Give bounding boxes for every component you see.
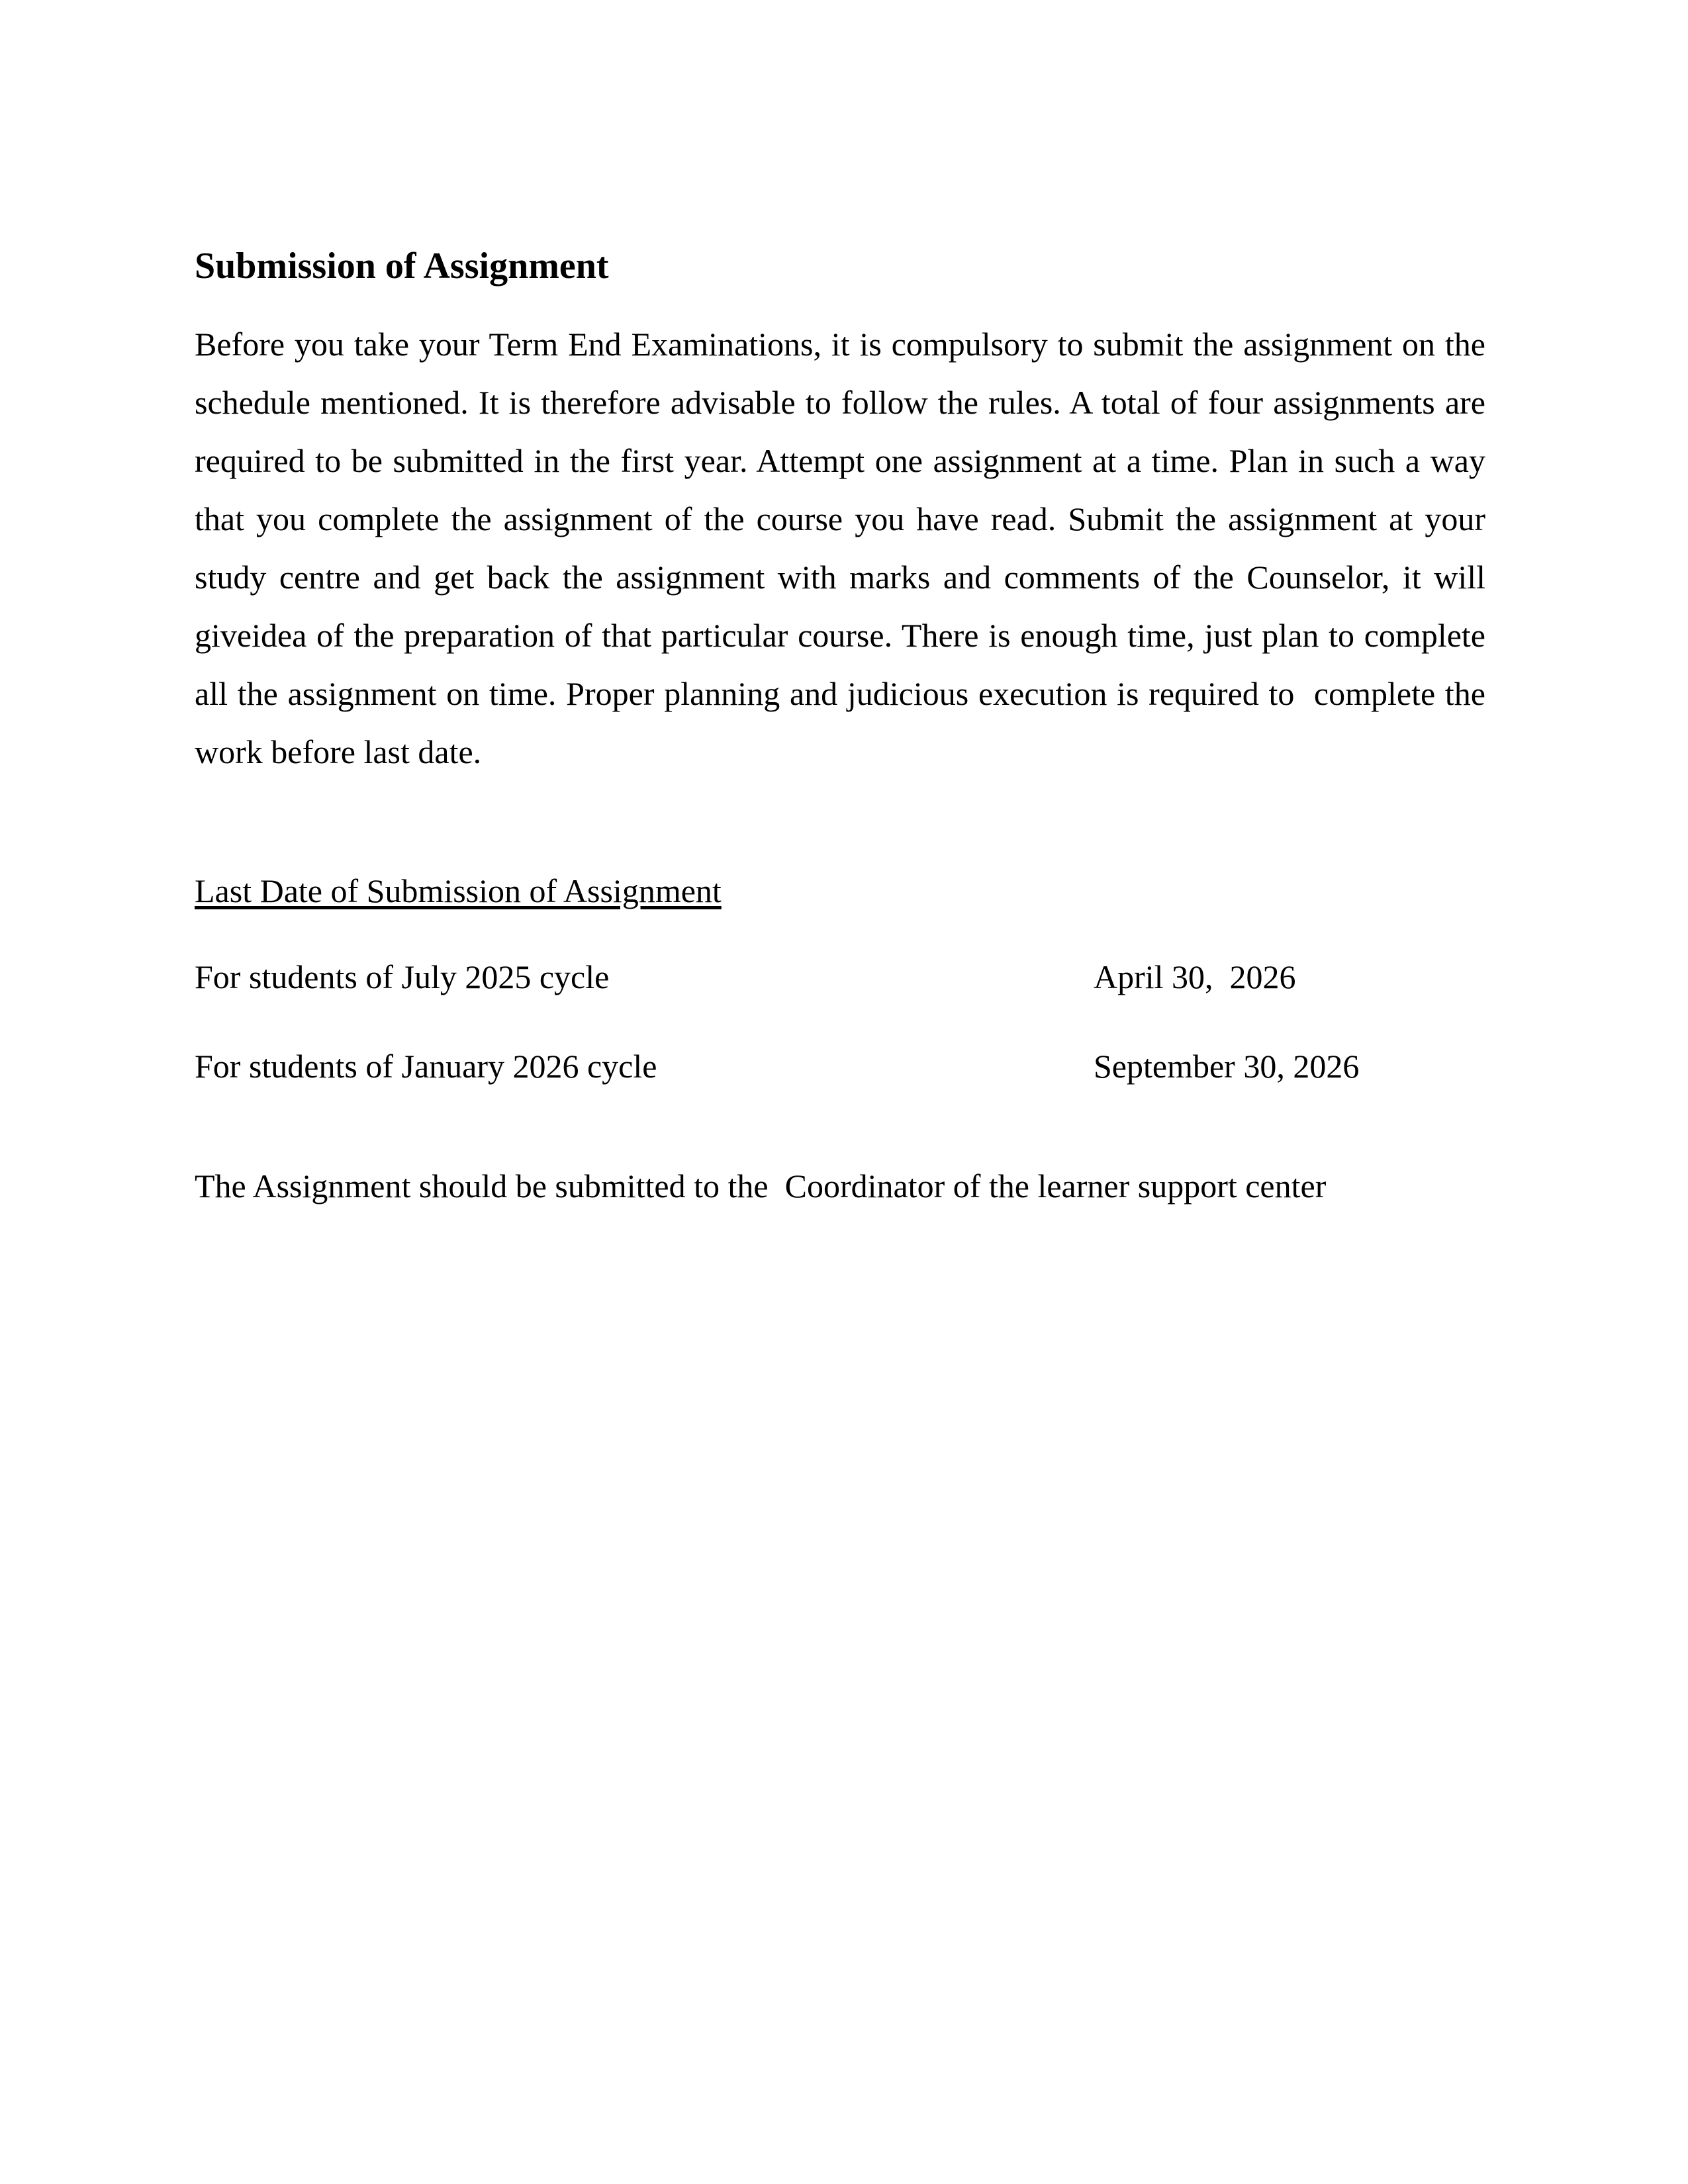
submission-note: The Assignment should be submitted to the Coordinator of the learner support center: [195, 1167, 1327, 1205]
body-paragraph: Before you take your Term End Examinations, it is compulsory to submit the assignment on the schedule mentioned. It is therefore advisable to follow the rules. A total of four assignments are required to be submitted in the first year. Attempt one assignment at a time. Plan in such a way that you complete the assignment of the course you have read. Submit the assignment at your study centre and get back the assignment with marks and comments of the Counselor, it will giveidea of the preparation of that particular course. There is enough time, just plan to complete all the assignment on time. Proper planning and judicious execution is required to complete the work before last date.: [195, 326, 1494, 770]
document-content: [0, 244, 1688, 1206]
deadline-date: April 30, 2026: [1094, 958, 1296, 995]
deadline-label: For students of July 2025 cycle: [195, 958, 610, 995]
document-heading: Submission of Assignment: [195, 246, 609, 287]
deadline-label: For students of January 2026 cycle: [195, 1048, 657, 1085]
subheading-line: [195, 871, 1485, 911]
subheading-underline: Last Date of Submission of Assignment: [195, 872, 722, 909]
deadline-row-january-2026: [195, 1046, 1485, 1086]
deadline-row-july-2025: [195, 957, 1485, 997]
deadline-date: September 30, 2026: [1094, 1048, 1360, 1085]
